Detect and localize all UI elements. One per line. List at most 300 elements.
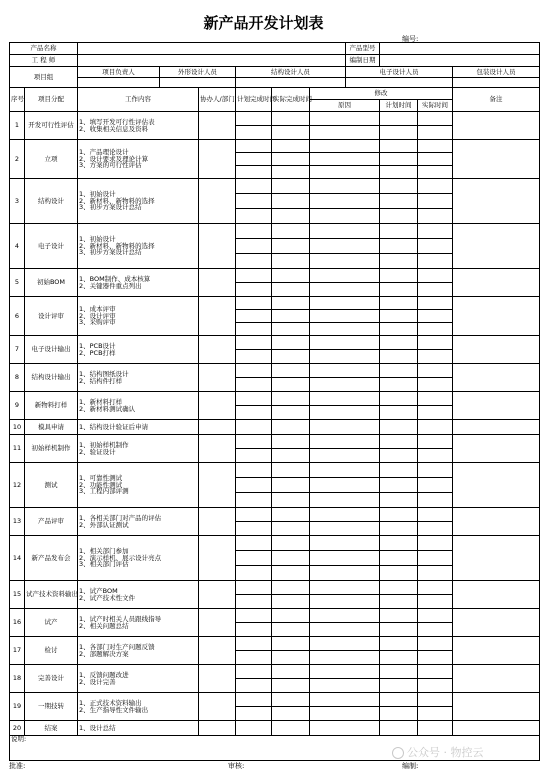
actual-done-cell[interactable]	[272, 153, 310, 166]
actual-time-cell[interactable]	[418, 581, 453, 595]
coop-cell[interactable]	[199, 721, 236, 736]
plan-time-cell[interactable]	[380, 153, 418, 166]
date-value[interactable]	[380, 55, 540, 67]
actual-done-cell[interactable]	[272, 194, 310, 209]
actual-done-cell[interactable]	[272, 522, 310, 536]
actual-time-cell[interactable]	[418, 651, 453, 665]
plan-done-cell[interactable]	[236, 310, 272, 323]
actual-time-cell[interactable]	[418, 269, 453, 283]
actual-time-cell[interactable]	[418, 493, 453, 508]
header-revision: 修改	[310, 88, 453, 100]
actual-time-cell[interactable]	[418, 336, 453, 350]
reason-cell[interactable]	[310, 392, 380, 406]
reason-cell[interactable]	[310, 478, 380, 493]
actual-time-cell[interactable]	[418, 536, 453, 551]
actual-done-cell[interactable]	[272, 508, 310, 522]
plan-done-cell[interactable]	[236, 224, 272, 239]
plan-done-cell[interactable]	[236, 637, 272, 651]
plan-time-cell[interactable]	[380, 609, 418, 623]
content-line: 2、验证设计	[79, 447, 116, 456]
plan-time-cell[interactable]	[380, 406, 418, 420]
plan-time-cell[interactable]	[380, 194, 418, 209]
plan-done-cell[interactable]	[236, 707, 272, 721]
plan-time-cell[interactable]	[380, 721, 418, 736]
actual-done-cell[interactable]	[272, 224, 310, 239]
plan-done-cell[interactable]	[236, 269, 272, 283]
actual-time-cell[interactable]	[418, 693, 453, 707]
reason-cell[interactable]	[310, 378, 380, 392]
remark-cell[interactable]	[453, 508, 540, 536]
actual-done-cell[interactable]	[272, 378, 310, 392]
reason-cell[interactable]	[310, 522, 380, 536]
table-row	[10, 693, 540, 707]
actual-time-cell[interactable]	[418, 463, 453, 478]
reason-cell[interactable]	[310, 665, 380, 679]
row-number: 3	[10, 179, 25, 224]
plan-time-cell[interactable]	[380, 493, 418, 508]
engineer-value[interactable]	[78, 55, 346, 67]
actual-done-cell[interactable]	[272, 112, 310, 126]
plan-done-cell[interactable]	[236, 336, 272, 350]
actual-time-cell[interactable]	[418, 254, 453, 269]
plan-time-cell[interactable]	[380, 449, 418, 463]
reason-cell[interactable]	[310, 595, 380, 609]
actual-time-cell[interactable]	[418, 420, 453, 435]
plan-done-cell[interactable]	[236, 623, 272, 637]
remark-cell[interactable]	[453, 463, 540, 508]
plan-time-cell[interactable]	[380, 112, 418, 126]
plan-done-cell[interactable]	[236, 581, 272, 595]
actual-time-cell[interactable]	[418, 478, 453, 493]
actual-done-cell[interactable]	[272, 140, 310, 153]
actual-done-cell[interactable]	[272, 406, 310, 420]
reason-cell[interactable]	[310, 721, 380, 736]
actual-done-cell[interactable]	[272, 209, 310, 224]
plan-done-cell[interactable]	[236, 153, 272, 166]
plan-time-cell[interactable]	[380, 166, 418, 179]
actual-time-cell[interactable]	[418, 522, 453, 536]
role-structure: 结构设计人员	[236, 67, 346, 78]
reason-cell[interactable]	[310, 239, 380, 254]
plan-done-cell[interactable]	[236, 112, 272, 126]
actual-done-cell[interactable]	[272, 679, 310, 693]
actual-done-cell[interactable]	[272, 566, 310, 581]
plan-done-cell[interactable]	[236, 194, 272, 209]
reason-cell[interactable]	[310, 350, 380, 364]
plan-time-cell[interactable]	[380, 269, 418, 283]
row-item: 试产	[25, 609, 78, 637]
row-content	[78, 581, 199, 609]
plan-done-cell[interactable]	[236, 350, 272, 364]
plan-done-cell[interactable]	[236, 449, 272, 463]
actual-done-cell[interactable]	[272, 637, 310, 651]
content-line: 2、结构件打样	[79, 376, 123, 385]
remark-cell[interactable]	[453, 637, 540, 665]
actual-time-cell[interactable]	[418, 406, 453, 420]
plan-done-cell[interactable]	[236, 693, 272, 707]
plan-time-cell[interactable]	[380, 623, 418, 637]
reason-cell[interactable]	[310, 283, 380, 297]
actual-done-cell[interactable]	[272, 364, 310, 378]
plan-time-cell[interactable]	[380, 378, 418, 392]
actual-done-cell[interactable]	[272, 420, 310, 435]
plan-time-cell[interactable]	[380, 392, 418, 406]
plan-done-cell[interactable]	[236, 420, 272, 435]
reason-cell[interactable]	[310, 297, 380, 310]
coop-cell[interactable]	[199, 392, 236, 420]
remark-cell[interactable]	[453, 536, 540, 581]
plan-done-cell[interactable]	[236, 126, 272, 140]
actual-done-cell[interactable]	[272, 323, 310, 336]
actual-time-cell[interactable]	[418, 435, 453, 449]
reason-cell[interactable]	[310, 623, 380, 637]
actual-time-cell[interactable]	[418, 392, 453, 406]
header-seq: 序号	[10, 88, 25, 112]
plan-time-cell[interactable]	[380, 224, 418, 239]
reason-cell[interactable]	[310, 269, 380, 283]
coop-cell[interactable]	[199, 665, 236, 693]
plan-time-cell[interactable]	[380, 566, 418, 581]
remark-cell[interactable]	[453, 297, 540, 336]
actual-done-cell[interactable]	[272, 269, 310, 283]
actual-done-cell[interactable]	[272, 126, 310, 140]
row-number: 18	[10, 665, 25, 693]
coop-cell[interactable]	[199, 463, 236, 508]
reason-cell[interactable]	[310, 693, 380, 707]
plan-done-cell[interactable]	[236, 679, 272, 693]
reason-cell[interactable]	[310, 323, 380, 336]
engineer-label: 工 程 师	[10, 55, 78, 67]
role-appearance-value[interactable]	[160, 78, 236, 88]
remark-cell[interactable]	[453, 364, 540, 392]
actual-done-cell[interactable]	[272, 581, 310, 595]
plan-time-cell[interactable]	[380, 508, 418, 522]
wechat-icon	[392, 747, 404, 759]
role-electronic-value[interactable]	[346, 78, 453, 88]
table-row	[10, 336, 540, 350]
plan-time-cell[interactable]	[380, 522, 418, 536]
reason-cell[interactable]	[310, 551, 380, 566]
actual-done-cell[interactable]	[272, 239, 310, 254]
actual-done-cell[interactable]	[272, 665, 310, 679]
plan-time-cell[interactable]	[380, 651, 418, 665]
plan-done-cell[interactable]	[236, 406, 272, 420]
table-row	[10, 364, 540, 378]
plan-time-cell[interactable]	[380, 140, 418, 153]
row-number: 14	[10, 536, 25, 581]
review-label: 审核:	[228, 762, 245, 770]
plan-done-cell[interactable]	[236, 665, 272, 679]
actual-done-cell[interactable]	[272, 609, 310, 623]
actual-done-cell[interactable]	[272, 493, 310, 508]
reason-cell[interactable]	[310, 435, 380, 449]
actual-done-cell[interactable]	[272, 310, 310, 323]
plan-time-cell[interactable]	[380, 310, 418, 323]
remark-cell[interactable]	[453, 435, 540, 463]
actual-done-cell[interactable]	[272, 449, 310, 463]
actual-time-cell[interactable]	[418, 364, 453, 378]
plan-done-cell[interactable]	[236, 239, 272, 254]
actual-time-cell[interactable]	[418, 323, 453, 336]
reason-cell[interactable]	[310, 406, 380, 420]
actual-time-cell[interactable]	[418, 239, 453, 254]
actual-time-cell[interactable]	[418, 566, 453, 581]
coop-cell[interactable]	[199, 637, 236, 665]
plan-done-cell[interactable]	[236, 522, 272, 536]
plan-done-cell[interactable]	[236, 595, 272, 609]
actual-done-cell[interactable]	[272, 536, 310, 551]
actual-time-cell[interactable]	[418, 310, 453, 323]
plan-done-cell[interactable]	[236, 254, 272, 269]
actual-time-cell[interactable]	[418, 350, 453, 364]
content-line: 2、部题解决方案	[79, 649, 129, 658]
actual-done-cell[interactable]	[272, 463, 310, 478]
actual-done-cell[interactable]	[272, 179, 310, 194]
remark-cell[interactable]	[453, 269, 540, 297]
row-number: 8	[10, 364, 25, 392]
plan-done-cell[interactable]	[236, 508, 272, 522]
actual-time-cell[interactable]	[418, 609, 453, 623]
plan-time-cell[interactable]	[380, 179, 418, 194]
reason-cell[interactable]	[310, 112, 380, 126]
coop-cell[interactable]	[199, 269, 236, 297]
remark-cell[interactable]	[453, 224, 540, 269]
coop-cell[interactable]	[199, 581, 236, 609]
coop-cell[interactable]	[199, 508, 236, 536]
reason-cell[interactable]	[310, 463, 380, 478]
actual-time-cell[interactable]	[418, 595, 453, 609]
actual-done-cell[interactable]	[272, 350, 310, 364]
reason-cell[interactable]	[310, 140, 380, 153]
actual-time-cell[interactable]	[418, 707, 453, 721]
reason-cell[interactable]	[310, 420, 380, 435]
plan-done-cell[interactable]	[236, 435, 272, 449]
reason-cell[interactable]	[310, 449, 380, 463]
actual-done-cell[interactable]	[272, 283, 310, 297]
coop-cell[interactable]	[199, 435, 236, 463]
actual-time-cell[interactable]	[418, 679, 453, 693]
plan-done-cell[interactable]	[236, 551, 272, 566]
table-row	[10, 508, 540, 522]
coop-cell[interactable]	[199, 297, 236, 336]
table-row	[10, 536, 540, 551]
plan-done-cell[interactable]	[236, 493, 272, 508]
actual-time-cell[interactable]	[418, 623, 453, 637]
remark-cell[interactable]	[453, 721, 540, 736]
actual-done-cell[interactable]	[272, 693, 310, 707]
plan-time-cell[interactable]	[380, 364, 418, 378]
plan-time-cell[interactable]	[380, 463, 418, 478]
plan-time-cell[interactable]	[380, 350, 418, 364]
table-row	[10, 224, 540, 239]
remark-cell[interactable]	[453, 336, 540, 364]
remark-cell[interactable]	[453, 609, 540, 637]
actual-time-cell[interactable]	[418, 283, 453, 297]
reason-cell[interactable]	[310, 637, 380, 651]
row-content	[78, 297, 199, 336]
actual-time-cell[interactable]	[418, 140, 453, 153]
reason-cell[interactable]	[310, 209, 380, 224]
plan-done-cell[interactable]	[236, 536, 272, 551]
reason-cell[interactable]	[310, 536, 380, 551]
actual-time-cell[interactable]	[418, 449, 453, 463]
actual-done-cell[interactable]	[272, 478, 310, 493]
reason-cell[interactable]	[310, 310, 380, 323]
content-line: 1、初始设计	[79, 190, 116, 199]
actual-time-cell[interactable]	[418, 179, 453, 194]
actual-time-cell[interactable]	[418, 297, 453, 310]
coop-cell[interactable]	[199, 179, 236, 224]
content-line: 1、新材料打样	[79, 398, 123, 406]
remark-cell[interactable]	[453, 420, 540, 435]
plan-time-cell[interactable]	[380, 536, 418, 551]
row-content	[78, 637, 199, 665]
role-project-lead-value[interactable]	[78, 78, 160, 88]
actual-done-cell[interactable]	[272, 721, 310, 736]
coop-cell[interactable]	[199, 224, 236, 269]
actual-time-cell[interactable]	[418, 112, 453, 126]
plan-done-cell[interactable]	[236, 209, 272, 224]
reason-cell[interactable]	[310, 179, 380, 194]
plan-done-cell[interactable]	[236, 463, 272, 478]
plan-done-cell[interactable]	[236, 609, 272, 623]
reason-cell[interactable]	[310, 153, 380, 166]
coop-cell[interactable]	[199, 536, 236, 581]
actual-done-cell[interactable]	[272, 595, 310, 609]
actual-time-cell[interactable]	[418, 209, 453, 224]
coop-cell[interactable]	[199, 693, 236, 721]
plan-done-cell[interactable]	[236, 651, 272, 665]
plan-time-cell[interactable]	[380, 239, 418, 254]
actual-done-cell[interactable]	[272, 336, 310, 350]
plan-time-cell[interactable]	[380, 637, 418, 651]
plan-time-cell[interactable]	[380, 707, 418, 721]
plan-done-cell[interactable]	[236, 566, 272, 581]
remark-cell[interactable]	[453, 581, 540, 609]
product-name-value[interactable]	[78, 43, 346, 55]
actual-done-cell[interactable]	[272, 551, 310, 566]
content-line: 2、新材料测试确认	[79, 404, 136, 413]
reason-cell[interactable]	[310, 651, 380, 665]
plan-done-cell[interactable]	[236, 323, 272, 336]
role-packaging: 包装设计人员	[453, 67, 540, 78]
plan-done-cell[interactable]	[236, 392, 272, 406]
row-item: 初始样机制作	[25, 435, 78, 463]
actual-done-cell[interactable]	[272, 651, 310, 665]
remark-cell[interactable]	[453, 665, 540, 693]
actual-done-cell[interactable]	[272, 166, 310, 179]
plan-time-cell[interactable]	[380, 283, 418, 297]
actual-time-cell[interactable]	[418, 378, 453, 392]
plan-done-cell[interactable]	[236, 297, 272, 310]
remark-cell[interactable]	[453, 179, 540, 224]
reason-cell[interactable]	[310, 336, 380, 350]
actual-time-cell[interactable]	[418, 637, 453, 651]
actual-time-cell[interactable]	[418, 153, 453, 166]
reason-cell[interactable]	[310, 508, 380, 522]
plan-time-cell[interactable]	[380, 595, 418, 609]
reason-cell[interactable]	[310, 609, 380, 623]
reason-cell[interactable]	[310, 126, 380, 140]
plan-time-cell[interactable]	[380, 679, 418, 693]
reason-cell[interactable]	[310, 566, 380, 581]
plan-done-cell[interactable]	[236, 478, 272, 493]
plan-time-cell[interactable]	[380, 336, 418, 350]
reason-cell[interactable]	[310, 364, 380, 378]
coop-cell[interactable]	[199, 112, 236, 140]
plan-done-cell[interactable]	[236, 140, 272, 153]
actual-time-cell[interactable]	[418, 126, 453, 140]
plan-done-cell[interactable]	[236, 378, 272, 392]
reason-cell[interactable]	[310, 254, 380, 269]
role-structure-value[interactable]	[236, 78, 346, 88]
coop-cell[interactable]	[199, 336, 236, 364]
plan-time-cell[interactable]	[380, 665, 418, 679]
plan-time-cell[interactable]	[380, 581, 418, 595]
actual-time-cell[interactable]	[418, 508, 453, 522]
plan-time-cell[interactable]	[380, 323, 418, 336]
coop-cell[interactable]	[199, 140, 236, 179]
actual-done-cell[interactable]	[272, 623, 310, 637]
actual-done-cell[interactable]	[272, 707, 310, 721]
reason-cell[interactable]	[310, 707, 380, 721]
actual-time-cell[interactable]	[418, 194, 453, 209]
actual-time-cell[interactable]	[418, 166, 453, 179]
row-content	[78, 463, 199, 508]
actual-time-cell[interactable]	[418, 551, 453, 566]
actual-done-cell[interactable]	[272, 254, 310, 269]
plan-time-cell[interactable]	[380, 478, 418, 493]
actual-time-cell[interactable]	[418, 721, 453, 736]
remark-cell[interactable]	[453, 693, 540, 721]
remark-cell[interactable]	[453, 112, 540, 140]
coop-cell[interactable]	[199, 609, 236, 637]
reason-cell[interactable]	[310, 166, 380, 179]
plan-done-cell[interactable]	[236, 721, 272, 736]
role-packaging-value[interactable]	[453, 78, 540, 88]
plan-time-cell[interactable]	[380, 297, 418, 310]
plan-time-cell[interactable]	[380, 693, 418, 707]
actual-done-cell[interactable]	[272, 435, 310, 449]
coop-cell[interactable]	[199, 420, 236, 435]
actual-done-cell[interactable]	[272, 297, 310, 310]
plan-time-cell[interactable]	[380, 551, 418, 566]
remark-cell[interactable]	[453, 140, 540, 179]
reason-cell[interactable]	[310, 194, 380, 209]
product-model-value[interactable]	[380, 43, 540, 55]
plan-done-cell[interactable]	[236, 283, 272, 297]
plan-time-cell[interactable]	[380, 420, 418, 435]
remark-cell[interactable]	[453, 392, 540, 420]
plan-done-cell[interactable]	[236, 179, 272, 194]
reason-cell[interactable]	[310, 224, 380, 239]
plan-done-cell[interactable]	[236, 166, 272, 179]
reason-cell[interactable]	[310, 679, 380, 693]
plan-time-cell[interactable]	[380, 126, 418, 140]
plan-time-cell[interactable]	[380, 435, 418, 449]
row-number: 4	[10, 224, 25, 269]
coop-cell[interactable]	[199, 364, 236, 392]
actual-done-cell[interactable]	[272, 392, 310, 406]
reason-cell[interactable]	[310, 581, 380, 595]
plan-time-cell[interactable]	[380, 209, 418, 224]
actual-time-cell[interactable]	[418, 224, 453, 239]
actual-time-cell[interactable]	[418, 665, 453, 679]
plan-done-cell[interactable]	[236, 364, 272, 378]
plan-time-cell[interactable]	[380, 254, 418, 269]
content-line: 1、填写开发可行性评估表	[79, 118, 155, 126]
reason-cell[interactable]	[310, 493, 380, 508]
